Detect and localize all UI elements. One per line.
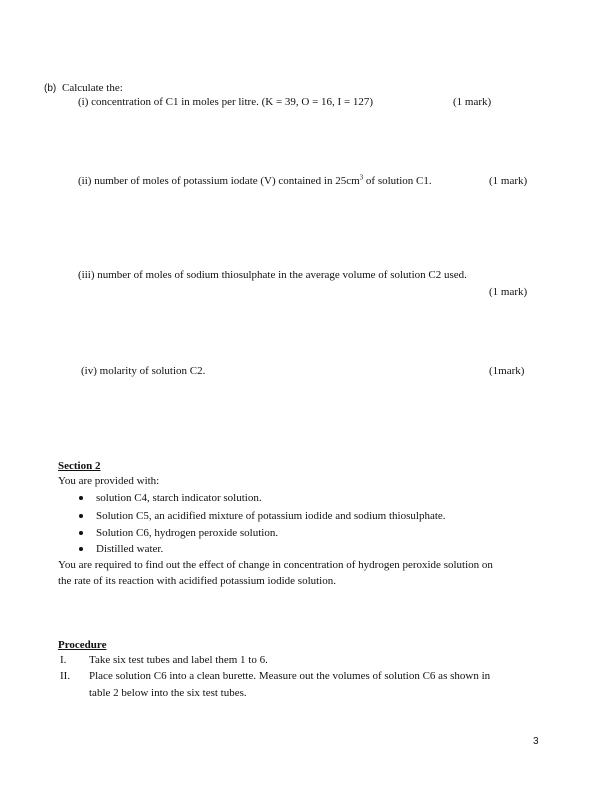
list-item: solution C4, starch indicator solution. [96,492,262,504]
question-ii-marks: (1 mark) [489,175,528,187]
step-text-continued: table 2 below into the six test tubes. [89,687,247,699]
step-number: I. [60,654,67,666]
page-number: 3 [533,736,539,747]
part-label: (b) [44,83,57,94]
question-ii-sup: 3 [359,173,364,182]
question-iii-marks: (1 mark) [489,286,528,298]
list-item: Solution C5, an acidified mixture of potassium iodide and sodium thiosulphate. [96,510,446,522]
question-ii-text-a: (ii) number of moles of potassium iodate (V) contained in 25cm [78,175,360,187]
task-line-2: the rate of its reaction with acidified potassium iodide solution. [58,575,336,587]
question-iv-marks: (1mark) [489,365,525,377]
step-number: II. [60,670,71,682]
bullet-icon [79,531,83,535]
bullet-icon [79,496,83,500]
procedure-heading: Procedure [58,639,107,651]
step-text: Place solution C6 into a clean burette. Measure out the volumes of solution C6 as shown in [89,670,491,682]
section2-heading: Section 2 [58,460,101,472]
task-line-1: You are required to find out the effect of change in concentration of hydrogen peroxide solution on [58,559,493,571]
bullet-icon [79,514,83,518]
list-item: Distilled water. [96,543,164,555]
question-iv: (iv) molarity of solution C2. [81,365,206,377]
section2-intro: You are provided with: [58,475,160,487]
step-text: Take six test tubes and label them 1 to 6. [89,654,268,666]
list-item: Solution C6, hydrogen peroxide solution. [96,527,279,539]
part-intro: Calculate the: [62,82,123,94]
question-i: (i) concentration of C1 in moles per litre. (K = 39, O = 16, I = 127) [78,96,374,108]
question-iii: (iii) number of moles of sodium thiosulphate in the average volume of solution C2 used. [78,269,467,281]
bullet-icon [79,547,83,551]
question-i-marks: (1 mark) [453,96,492,108]
question-ii-text-b: of solution C1. [363,175,432,187]
question-ii [78,175,432,188]
